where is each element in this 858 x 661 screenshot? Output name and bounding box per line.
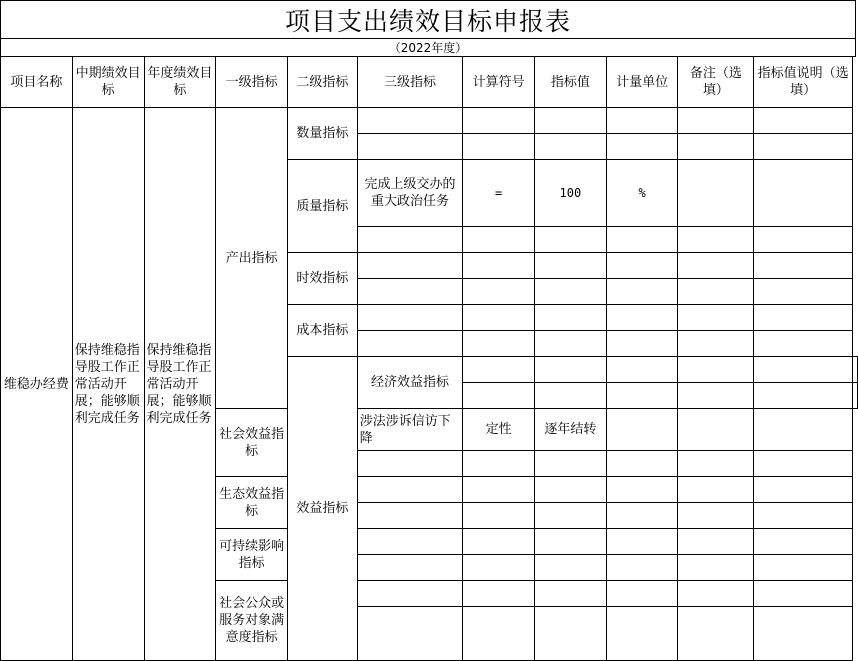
empty-cell <box>463 503 535 529</box>
level1-output: 产出指标 <box>216 108 288 409</box>
empty-cell <box>357 529 463 555</box>
empty-cell <box>357 279 463 305</box>
empty-cell <box>606 451 678 477</box>
empty-cell <box>606 409 678 451</box>
empty-cell <box>754 253 853 279</box>
empty-cell <box>678 451 754 477</box>
empty-cell <box>678 108 754 134</box>
empty-cell <box>678 160 754 227</box>
empty-cell <box>535 331 607 357</box>
empty-cell <box>606 279 678 305</box>
empty-cell <box>606 253 678 279</box>
empty-cell <box>754 477 853 503</box>
performance-table <box>0 56 858 661</box>
unit-cell: % <box>606 160 678 227</box>
empty-cell <box>678 409 754 451</box>
empty-cell <box>678 503 754 529</box>
empty-cell <box>463 477 535 503</box>
empty-cell <box>606 134 678 160</box>
empty-cell <box>678 305 754 331</box>
empty-cell <box>754 108 853 134</box>
level2-economic: 经济效益指标 <box>357 357 463 409</box>
empty-cell <box>606 357 678 383</box>
empty-cell <box>463 607 535 661</box>
empty-cell <box>535 477 607 503</box>
header-cell: 备注（选填） <box>678 57 754 108</box>
empty-cell <box>357 555 463 581</box>
empty-cell <box>754 607 853 661</box>
symbol-cell: 定性 <box>463 409 535 451</box>
empty-cell <box>535 503 607 529</box>
header-cell: 中期绩效目标 <box>72 57 144 108</box>
level2-sustainable: 可持续影响指标 <box>216 529 288 581</box>
empty-cell <box>754 581 853 607</box>
empty-cell <box>606 477 678 503</box>
value-cell: 逐年结转 <box>535 409 607 451</box>
empty-cell <box>678 555 754 581</box>
empty-cell <box>678 529 754 555</box>
empty-cell <box>463 253 535 279</box>
header-cell: 一级指标 <box>216 57 288 108</box>
empty-cell <box>463 581 535 607</box>
empty-cell <box>606 305 678 331</box>
empty-cell <box>606 108 678 134</box>
empty-cell <box>606 607 678 661</box>
value-cell: 100 <box>535 160 607 227</box>
level2-satisfaction: 社会公众或服务对象满意度指标 <box>216 581 288 661</box>
symbol-cell: = <box>463 160 535 227</box>
empty-cell <box>357 227 463 253</box>
empty-cell <box>463 451 535 477</box>
empty-cell <box>535 108 607 134</box>
empty-cell <box>606 503 678 529</box>
empty-cell <box>754 279 853 305</box>
empty-cell <box>463 555 535 581</box>
indicator-cell: 完成上级交办的重大政治任务 <box>357 160 463 227</box>
header-cell: 指标值说明（选填） <box>754 57 853 108</box>
level2-quantity: 数量指标 <box>288 108 358 160</box>
empty-cell <box>754 160 853 227</box>
empty-cell <box>535 581 607 607</box>
empty-cell <box>678 253 754 279</box>
empty-cell <box>606 227 678 253</box>
empty-cell <box>463 108 535 134</box>
empty-cell <box>535 253 607 279</box>
empty-cell <box>357 253 463 279</box>
empty-cell <box>606 529 678 555</box>
year-label: （2022年度） <box>0 38 856 57</box>
empty-cell <box>754 409 853 451</box>
empty-cell <box>463 331 535 357</box>
empty-cell <box>678 607 754 661</box>
empty-cell <box>853 357 858 383</box>
annual-goal: 保持维稳指导股工作正常活动开展；能够顺利完成任务 <box>144 108 216 661</box>
header-cell: 计量单位 <box>606 57 678 108</box>
empty-cell <box>754 451 853 477</box>
header-row <box>1 57 858 108</box>
indicator-cell: 涉法涉诉信访下降 <box>357 409 463 451</box>
empty-cell <box>606 555 678 581</box>
empty-cell <box>754 134 853 160</box>
empty-cell <box>678 134 754 160</box>
empty-cell <box>357 477 463 503</box>
empty-cell <box>754 357 853 383</box>
empty-cell <box>678 383 754 409</box>
empty-cell <box>853 383 858 409</box>
empty-cell <box>463 529 535 555</box>
empty-cell <box>463 383 535 409</box>
empty-cell <box>754 305 853 331</box>
empty-cell <box>754 503 853 529</box>
empty-cell <box>463 134 535 160</box>
empty-cell <box>606 581 678 607</box>
empty-cell <box>606 331 678 357</box>
page-title: 项目支出绩效目标申报表 <box>0 0 856 38</box>
header-cell: 项目名称 <box>1 57 73 108</box>
level2-ecological: 生态效益指标 <box>216 477 288 529</box>
header-cell: 计算符号 <box>463 57 535 108</box>
empty-cell <box>535 383 607 409</box>
empty-cell <box>357 108 463 134</box>
empty-cell <box>357 503 463 529</box>
empty-cell <box>678 279 754 305</box>
empty-cell <box>754 383 853 409</box>
empty-cell <box>463 227 535 253</box>
empty-cell <box>463 305 535 331</box>
empty-cell <box>535 134 607 160</box>
empty-cell <box>357 134 463 160</box>
empty-cell <box>606 383 678 409</box>
empty-cell <box>535 279 607 305</box>
level2-quality: 质量指标 <box>288 160 358 253</box>
empty-cell <box>463 279 535 305</box>
mid-term-goal: 保持维稳指导股工作正常活动开展；能够顺利完成任务 <box>72 108 144 661</box>
empty-cell <box>754 529 853 555</box>
empty-cell <box>357 607 463 661</box>
empty-cell <box>678 357 754 383</box>
empty-cell <box>678 331 754 357</box>
empty-cell <box>535 227 607 253</box>
empty-cell <box>754 331 853 357</box>
empty-cell <box>535 555 607 581</box>
empty-cell <box>357 305 463 331</box>
empty-cell <box>535 451 607 477</box>
header-cell: 指标值 <box>535 57 607 108</box>
project-name: 维稳办经费 <box>1 108 73 661</box>
level2-social: 社会效益指标 <box>216 409 288 477</box>
header-cell: 三级指标 <box>357 57 463 108</box>
empty-cell <box>357 331 463 357</box>
empty-cell <box>678 227 754 253</box>
empty-cell <box>678 477 754 503</box>
level2-timeliness: 时效指标 <box>288 253 358 305</box>
header-cell: 二级指标 <box>288 57 358 108</box>
empty-cell <box>754 227 853 253</box>
empty-cell <box>357 451 463 477</box>
empty-cell <box>535 529 607 555</box>
empty-cell <box>535 357 607 383</box>
level1-benefit: 效益指标 <box>288 357 358 661</box>
empty-cell <box>463 357 535 383</box>
empty-cell <box>678 581 754 607</box>
table-row <box>1 108 858 134</box>
empty-cell <box>535 607 607 661</box>
empty-cell <box>754 555 853 581</box>
empty-cell <box>535 305 607 331</box>
level2-cost: 成本指标 <box>288 305 358 357</box>
empty-cell <box>357 581 463 607</box>
header-cell: 年度绩效目标 <box>144 57 216 108</box>
